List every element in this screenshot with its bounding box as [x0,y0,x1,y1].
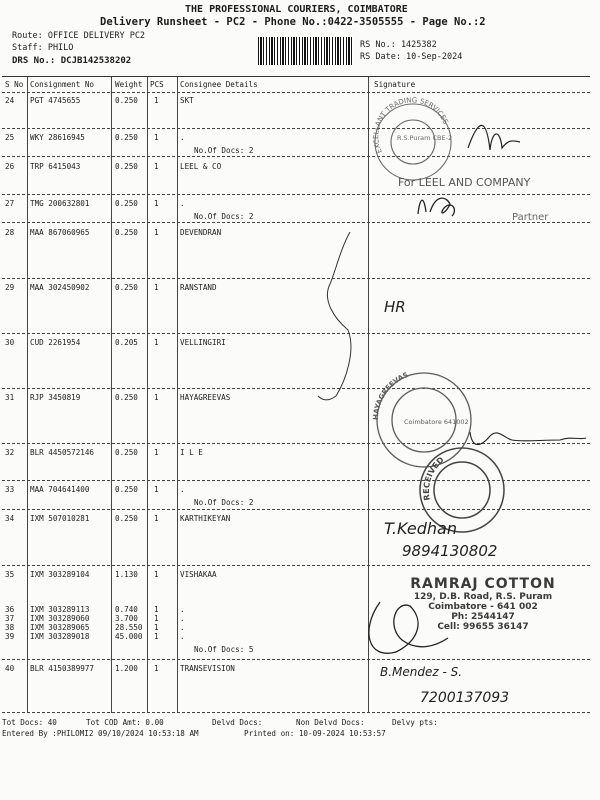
row-consignment: MAA 704641400 [30,485,90,494]
col-sno: S No [5,80,24,89]
signature-skt [468,125,520,150]
staff: Staff: PHILO [12,43,74,53]
row-pcs: 1 [154,162,159,171]
row-consignee: SKT [180,96,194,105]
row-consignment: IXM 303289018 [30,632,90,641]
row-sno: 31 [5,393,15,402]
col-weight: Weight [115,80,143,89]
row-consignee: . [180,199,185,208]
row-consignee: I L E [180,448,203,457]
row-pcs: 1 [154,448,159,457]
row-weight: 0.250 [115,228,138,237]
row-weight: 0.205 [115,338,138,347]
row-weight: 0.250 [115,162,138,171]
row-consignment: RJP 3450819 [30,393,81,402]
row-consignment: BLR 4450572146 [30,448,95,457]
row-consignment: WKY 28616945 [30,133,85,142]
row-weight: 0.250 [115,96,138,105]
row-sno: 35 [5,570,15,579]
svg-text:HAYAGREEVAS: HAYAGREEVAS [371,371,410,421]
row-consignee: HAYAGREEVAS [180,393,231,402]
row-sno: 24 [5,96,15,105]
row-weight: 0.250 [115,485,138,494]
col-signature: Signature [374,80,416,89]
printed-on: Printed on: 10-09-2024 10:53:57 [244,729,386,738]
delivered-docs: Delvd Docs: [212,718,263,727]
ramraj-cell: Cell: 99655 36147 [437,622,529,632]
row-consignment: IXM 303289113 [30,605,90,614]
svg-text:Coimbatore 641002: Coimbatore 641002 [404,418,469,426]
row-docs-count: No.Of Docs: 2 [194,146,254,155]
row-consignment: CUD 2261954 [30,338,81,347]
row-sno: 40 [5,664,15,673]
row-pcs: 1 [154,133,159,142]
col-pcs: PCS [150,80,164,89]
row-docs-count: No.Of Docs: 2 [194,498,254,507]
row-sno: 25 [5,133,15,142]
row-sno: 29 [5,283,15,292]
excellant-stamp [372,96,452,180]
row-pcs: 1 [154,283,159,292]
row-pcs: 1 [154,514,159,523]
row-docs-count: No.Of Docs: 5 [194,645,254,654]
row-docs-count: No.Of Docs: 2 [194,212,254,221]
ramraj-name: RAMRAJ COTTON [410,576,556,592]
row-consignment: PGT 4745655 [30,96,81,105]
hayagreevas-stamp [372,371,471,467]
svg-text:RECEIVED: RECEIVED [421,455,446,502]
bracket-connector [318,232,351,400]
row-weight: 28.550 [115,623,143,632]
row-weight: 3.700 [115,614,138,623]
row-consignee: RANSTAND [180,283,217,292]
row-weight: 0.250 [115,199,138,208]
row-pcs: 1 [154,96,159,105]
row-consignment: IXM 303289065 [30,623,90,632]
row-pcs: 1 [154,570,159,579]
row-consignment: MAA 302450902 [30,283,90,292]
row-pcs: 1 [154,605,159,614]
handwriting-transevision: B.Mendez - S. [380,665,463,679]
row-weight: 45.000 [115,632,143,641]
row-pcs: 1 [154,199,159,208]
svg-text:R.S.Puram CBE-2: R.S.Puram CBE-2 [397,134,453,142]
row-sno: 34 [5,514,15,523]
row-consignee: KARTHIKEYAN [180,514,231,523]
row-consignment: TRP 6415043 [30,162,81,171]
row-pcs: 1 [154,623,159,632]
row-sno: 37 [5,614,15,623]
row-consignment: IXM 507010281 [30,514,90,523]
row-sno: 36 [5,605,15,614]
row-sno: 26 [5,162,15,171]
row-consignment: IXM 303289104 [30,570,90,579]
row-consignee: TRANSEVISION [180,664,235,673]
row-consignee: . [180,614,185,623]
row-consignee: VISHAKAA [180,570,217,579]
row-pcs: 1 [154,338,159,347]
ramraj-city: Coimbatore - 641 002 [428,602,538,612]
row-consignment: MAA 867060965 [30,228,90,237]
row-consignee: LEEL & CO [180,162,222,171]
drs-number: DRS No.: DCJB142538202 [12,56,132,66]
route: Route: OFFICE DELIVERY PC2 [12,31,146,41]
delivery-points: Delvy pts: [392,718,438,727]
col-consignment: Consignment No [30,80,95,89]
row-sno: 28 [5,228,15,237]
row-consignee: VELLINGIRI [180,338,226,347]
handwriting-karthikeyan: T.Kedhan [384,519,457,538]
svg-text:EXCELLANT TRADING SERVICES: EXCELLANT TRADING SERVICES [372,96,450,155]
row-weight: 0.250 [115,393,138,402]
handwriting-phone: 9894130802 [402,542,498,560]
ramraj-phone: Ph: 2544147 [451,612,515,622]
partner-label: Partner [512,212,549,223]
row-consignee: . [180,133,185,142]
row-pcs: 1 [154,614,159,623]
row-consignment: IXM 303289060 [30,614,90,623]
handwriting-hr: HR [384,298,406,316]
row-sno: 38 [5,623,15,632]
row-sno: 27 [5,199,15,208]
non-delivered-docs: Non Delvd Docs: [296,718,365,727]
row-pcs: 1 [154,485,159,494]
total-cod: Tot COD Amt: 0.00 [86,718,164,727]
row-consignment: BLR 4150389977 [30,664,95,673]
row-consignee: . [180,485,185,494]
leel-stamp: For LEEL AND COMPANY [398,176,531,189]
total-docs: Tot Docs: 40 [2,718,57,727]
row-weight: 0.250 [115,283,138,292]
entered-by: Entered By :PHILOMI2 09/10/2024 10:53:18 AM [2,729,199,738]
row-weight: 1.200 [115,664,138,673]
row-pcs: 1 [154,228,159,237]
signature-leel [418,198,454,216]
rs-date: RS Date: 10-Sep-2024 [360,52,463,62]
row-consignment: TMG 200632801 [30,199,90,208]
row-pcs: 1 [154,393,159,402]
row-sno: 32 [5,448,15,457]
row-consignee: . [180,605,185,614]
row-weight: 1.130 [115,570,138,579]
rs-number: RS No.: 1425382 [360,40,437,50]
row-consignee: . [180,632,185,641]
handwriting-transevision-number: 7200137093 [420,690,510,706]
row-weight: 0.250 [115,448,138,457]
row-consignee: DEVENDRAN [180,228,222,237]
row-weight: 0.250 [115,514,138,523]
row-pcs: 1 [154,664,159,673]
row-consignee: . [180,623,185,632]
ramraj-address: 129, D.B. Road, R.S. Puram [413,592,553,602]
company-name: THE PROFESSIONAL COURIERS, COIMBATORE [185,4,408,15]
row-sno: 30 [5,338,15,347]
row-sno: 39 [5,632,15,641]
row-weight: 0.740 [115,605,138,614]
ramraj-stamp [388,576,578,632]
signature-hayagreevas [470,432,586,445]
row-sno: 33 [5,485,15,494]
col-consignee: Consignee Details [180,80,258,89]
row-weight: 0.250 [115,133,138,142]
row-pcs: 1 [154,632,159,641]
runsheet-title: Delivery Runsheet - PC2 - Phone No.:0422-3505555 - Page No.:2 [100,16,486,28]
